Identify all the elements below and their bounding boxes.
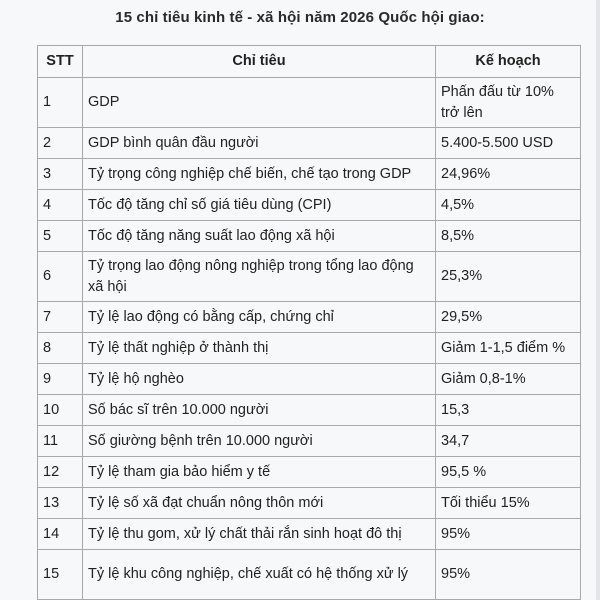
row-indicator: Tỷ lệ lao động có bằng cấp, chứng chỉ bbox=[83, 302, 436, 333]
row-plan: 8,5% bbox=[436, 221, 581, 252]
row-stt: 2 bbox=[38, 128, 83, 159]
row-plan: Giảm 0,8-1% bbox=[436, 364, 581, 395]
header-indicator: Chỉ tiêu bbox=[83, 46, 436, 78]
table-row bbox=[38, 252, 581, 302]
row-stt: 11 bbox=[38, 426, 83, 457]
table-row bbox=[38, 302, 581, 333]
row-plan: Phấn đấu từ 10% trở lên bbox=[436, 78, 581, 128]
row-stt: 4 bbox=[38, 190, 83, 221]
row-indicator: Tỷ lệ hộ nghèo bbox=[83, 364, 436, 395]
row-stt: 9 bbox=[38, 364, 83, 395]
table-row bbox=[38, 550, 581, 600]
row-plan: 25,3% bbox=[436, 252, 581, 302]
table-row bbox=[38, 364, 581, 395]
row-plan: Tối thiểu 15% bbox=[436, 488, 581, 519]
table-row bbox=[38, 221, 581, 252]
row-indicator: Số bác sĩ trên 10.000 người bbox=[83, 395, 436, 426]
row-stt: 15 bbox=[38, 550, 83, 600]
row-indicator: GDP bbox=[83, 78, 436, 128]
row-indicator: Tỷ lệ thất nghiệp ở thành thị bbox=[83, 333, 436, 364]
table-row bbox=[38, 333, 581, 364]
table-row bbox=[38, 488, 581, 519]
row-indicator: GDP bình quân đầu người bbox=[83, 128, 436, 159]
row-plan: 5.400-5.500 USD bbox=[436, 128, 581, 159]
table-row bbox=[38, 426, 581, 457]
row-stt: 10 bbox=[38, 395, 83, 426]
table-row bbox=[38, 190, 581, 221]
row-plan: 24,96% bbox=[436, 159, 581, 190]
row-stt: 1 bbox=[38, 78, 83, 128]
header-stt: STT bbox=[38, 46, 83, 78]
row-plan: 15,3 bbox=[436, 395, 581, 426]
row-indicator: Tỷ lệ số xã đạt chuẩn nông thôn mới bbox=[83, 488, 436, 519]
row-stt: 13 bbox=[38, 488, 83, 519]
row-indicator: Tốc độ tăng năng suất lao động xã hội bbox=[83, 221, 436, 252]
row-stt: 5 bbox=[38, 221, 83, 252]
row-indicator: Tỷ lệ khu công nghiệp, chế xuất có hệ thống xử lý bbox=[83, 550, 436, 600]
row-plan: Giảm 1-1,5 điểm % bbox=[436, 333, 581, 364]
row-indicator: Tỷ trọng lao động nông nghiệp trong tổng lao động xã hội bbox=[83, 252, 436, 302]
row-plan: 95% bbox=[436, 550, 581, 600]
row-stt: 3 bbox=[38, 159, 83, 190]
row-indicator: Tỷ lệ tham gia bảo hiểm y tế bbox=[83, 457, 436, 488]
row-stt: 14 bbox=[38, 519, 83, 550]
row-indicator: Tỷ lệ thu gom, xử lý chất thải rắn sinh hoạt đô thị bbox=[83, 519, 436, 550]
table-row bbox=[38, 457, 581, 488]
row-stt: 8 bbox=[38, 333, 83, 364]
row-plan: 29,5% bbox=[436, 302, 581, 333]
row-stt: 6 bbox=[38, 252, 83, 302]
row-indicator: Số giường bệnh trên 10.000 người bbox=[83, 426, 436, 457]
targets-table bbox=[37, 45, 581, 600]
row-stt: 12 bbox=[38, 457, 83, 488]
row-stt: 7 bbox=[38, 302, 83, 333]
vertical-scrollbar[interactable] bbox=[596, 0, 600, 600]
row-indicator: Tỷ trọng công nghiệp chế biến, chế tạo trong GDP bbox=[83, 159, 436, 190]
table-row bbox=[38, 128, 581, 159]
row-indicator: Tốc độ tăng chỉ số giá tiêu dùng (CPI) bbox=[83, 190, 436, 221]
table-header-row bbox=[38, 46, 581, 78]
header-plan: Kế hoạch bbox=[436, 46, 581, 78]
row-plan: 95,5 % bbox=[436, 457, 581, 488]
table-row bbox=[38, 78, 581, 128]
table-row bbox=[38, 395, 581, 426]
row-plan: 34,7 bbox=[436, 426, 581, 457]
row-plan: 95% bbox=[436, 519, 581, 550]
table-row bbox=[38, 519, 581, 550]
table-row bbox=[38, 159, 581, 190]
row-plan: 4,5% bbox=[436, 190, 581, 221]
page-title: 15 chỉ tiêu kinh tế - xã hội năm 2026 Quốc hội giao: bbox=[115, 9, 485, 26]
